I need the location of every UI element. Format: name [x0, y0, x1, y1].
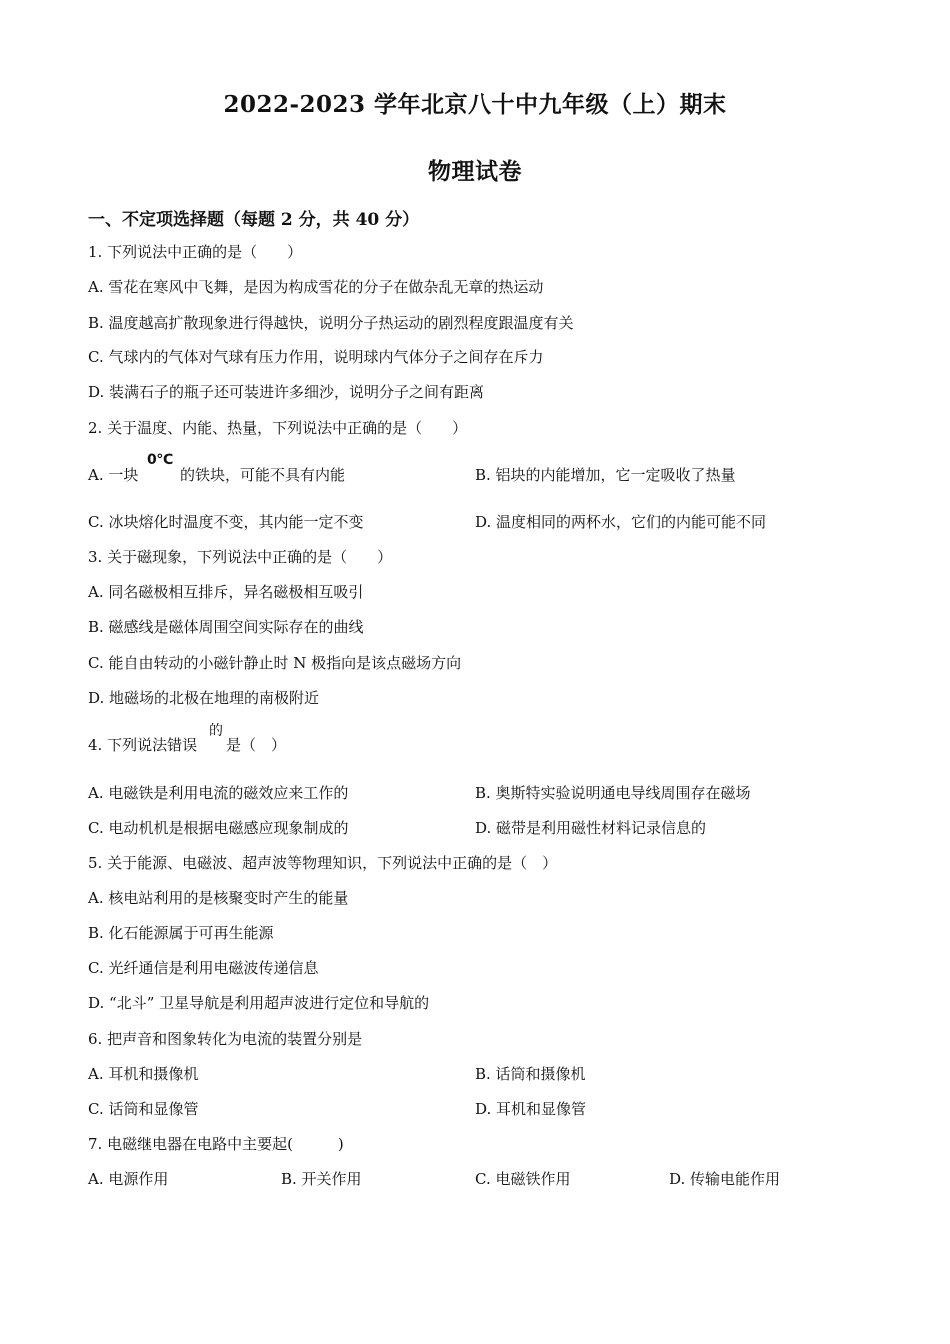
question-stem-suffix: 是（ ） [226, 736, 287, 754]
question-stem: 7. 电磁继电器在电路中主要起( ) [88, 1135, 344, 1153]
option-b: B. 化石能源属于可再生能源 [88, 924, 274, 942]
option-a: A. 核电站利用的是核聚变时产生的能量 [88, 889, 349, 907]
question-stem: 6. 把声音和图象转化为电流的装置分别是 [88, 1030, 363, 1048]
option-a: A. 电源作用 [88, 1170, 169, 1188]
option-d: D. 耳机和显像管 [475, 1100, 587, 1118]
option-b: B. 铝块的内能增加，它一定吸收了热量 [475, 466, 736, 484]
section-heading: 一、不定项选择题（每题 2 分，共 40 分） [88, 210, 420, 230]
option-a-prefix: A. 一块 [88, 466, 139, 484]
option-b: B. 磁感线是磁体周围空间实际存在的曲线 [88, 618, 364, 636]
option-d: D. 传输电能作用 [669, 1170, 781, 1188]
option-a: A. 耳机和摄像机 [88, 1065, 199, 1083]
option-c: C. 电磁铁作用 [475, 1170, 571, 1188]
exam-title: 2022-2023 学年北京八十中九年级（上）期末 [223, 91, 727, 118]
option-d: D. 磁带是利用磁性材料记录信息的 [475, 819, 707, 837]
option-c: C. 能自由转动的小磁针静止时 N 极指向是该点磁场方向 [88, 654, 462, 672]
option-d: D. “北斗” 卫星导航是利用超声波进行定位和导航的 [88, 994, 430, 1012]
option-a: A. 同名磁极相互排斥，异名磁极相互吸引 [88, 583, 364, 601]
option-b: B. 开关作用 [281, 1170, 362, 1188]
option-a: A. 雪花在寒风中飞舞，是因为构成雪花的分子在做杂乱无章的热运动 [88, 278, 544, 296]
question-stem-superscript: 的 [209, 723, 223, 739]
temperature-formula: 0℃ [147, 452, 173, 468]
option-b: B. 温度越高扩散现象进行得越快，说明分子热运动的剧烈程度跟温度有关 [88, 314, 574, 332]
option-a-suffix: 的铁块，可能不具有内能 [180, 466, 346, 484]
option-c: C. 话筒和显像管 [88, 1100, 199, 1118]
question-stem: 3. 关于磁现象，下列说法中正确的是（ ） [88, 548, 393, 566]
option-d: D. 温度相同的两杯水，它们的内能可能不同 [475, 513, 767, 531]
exam-subtitle: 物理试卷 [428, 158, 522, 185]
question-stem-prefix: 4. 下列说法错误 [88, 736, 198, 754]
question-stem: 2. 关于温度、内能、热量，下列说法中正确的是（ ） [88, 419, 468, 437]
question-stem: 5. 关于能源、电磁波、超声波等物理知识，下列说法中正确的是（ ） [88, 854, 558, 872]
option-b: B. 话筒和摄像机 [475, 1065, 586, 1083]
option-a: A. 电磁铁是利用电流的磁效应来工作的 [88, 784, 349, 802]
option-b: B. 奥斯特实验说明通电导线周围存在磁场 [475, 784, 751, 802]
option-c: C. 光纤通信是利用电磁波传递信息 [88, 959, 319, 977]
question-stem: 1. 下列说法中正确的是（ ） [88, 243, 303, 261]
option-c: C. 电动机机是根据电磁感应现象制成的 [88, 819, 349, 837]
option-d: D. 地磁场的北极在地理的南极附近 [88, 689, 320, 707]
option-c: C. 冰块熔化时温度不变，其内能一定不变 [88, 513, 364, 531]
option-c: C. 气球内的气体对气球有压力作用，说明球内气体分子之间存在斥力 [88, 348, 544, 366]
option-d: D. 装满石子的瓶子还可装进许多细沙，说明分子之间有距离 [88, 383, 485, 401]
